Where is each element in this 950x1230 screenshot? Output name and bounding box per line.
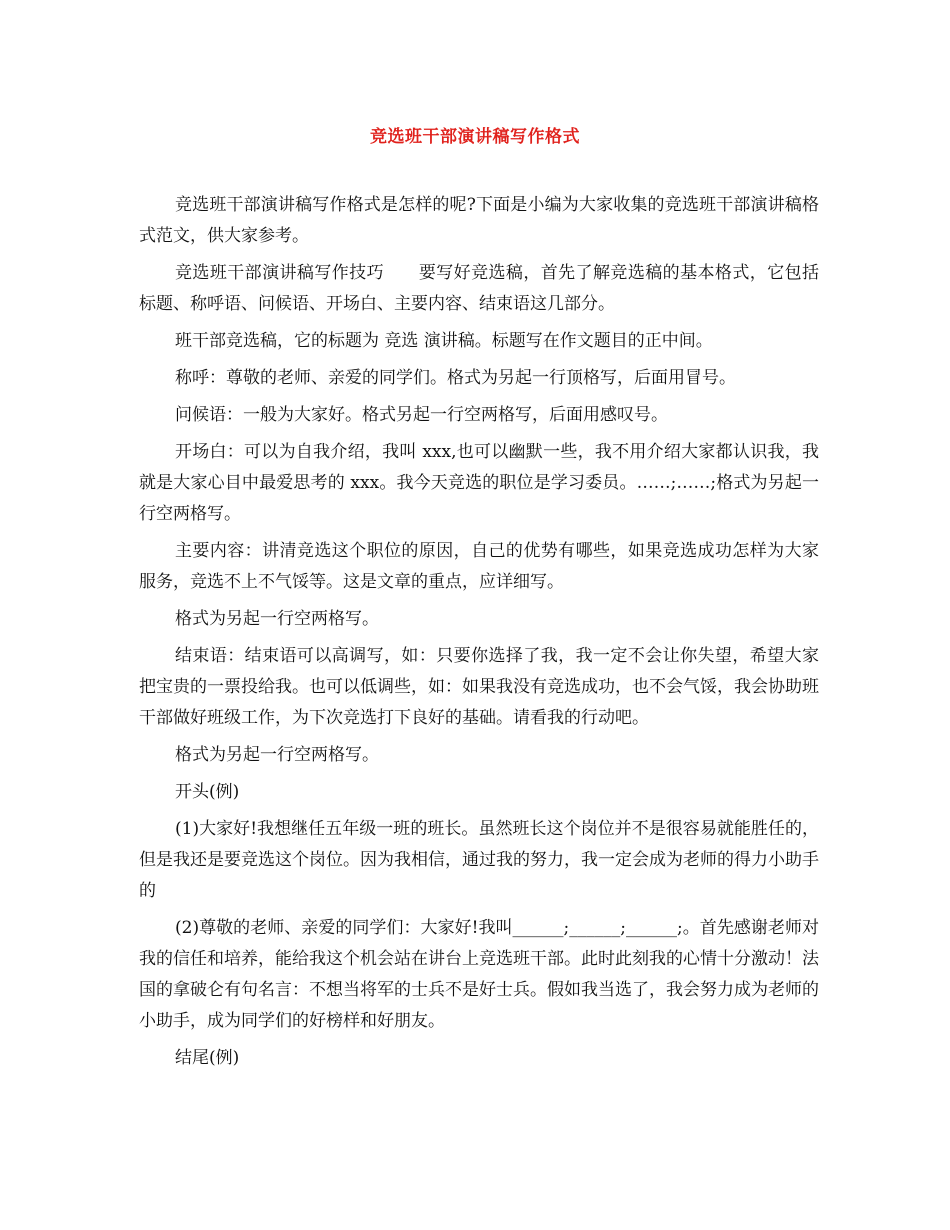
paragraph-intro: 竞选班干部演讲稿写作格式是怎样的呢?下面是小编为大家收集的竞选班干部演讲稿格式范文，供大家参考。 xyxy=(139,195,819,246)
paragraph-greeting: 问候语：一般为大家好。格式另起一行空两格写，后面用感叹号。 xyxy=(175,405,668,425)
paragraph-salutation: 称呼：尊敬的老师、亲爱的同学们。格式为另起一行顶格写，后面用冒号。 xyxy=(175,368,736,388)
paragraph-example-2: (2)尊敬的老师、亲爱的同学们：大家好!我叫______;______;______;。首先感谢老师对我的信任和培养，能给我这个机会站在讲台上竞选班干部。此时此刻我的心情十分激动！法国的拿破仑有句名言：不想当将军的士兵不是好士兵。假如我当选了，我会努力成为老师的小助手，成为同学们的好榜样和好朋友。 xyxy=(139,918,819,1031)
paragraph-format-note-2: 格式为另起一行空两格写。 xyxy=(175,745,379,765)
paragraph-ending-example-heading: 结尾(例) xyxy=(175,1048,240,1068)
paragraph-opening: 开场白：可以为自我介绍，我叫 xxx,也可以幽默一些，我不用介绍大家都认识我，我就是大家心目中最爱思考的 xxx。我今天竞选的职位是学习委员。……;……;格式为另起一行空两格写。 xyxy=(139,442,819,524)
paragraph-example-1: (1)大家好!我想继任五年级一班的班长。虽然班长这个岗位并不是很容易就能胜任的，但是我还是要竞选这个岗位。因为我相信，通过我的努力，我一定会成为老师的得力小助手的 xyxy=(139,819,819,901)
document-body xyxy=(139,190,819,1080)
paragraph-writing-tips: 竞选班干部演讲稿写作技巧 要写好竞选稿，首先了解竞选稿的基本格式，它包括标题、称呼语、问候语、开场白、主要内容、结束语这几部分。 xyxy=(139,263,819,314)
paragraph-opening-example-heading: 开头(例) xyxy=(175,782,240,802)
paragraph-format-note-1: 格式为另起一行空两格写。 xyxy=(175,609,379,629)
paragraph-closing: 结束语：结束语可以高调写，如：只要你选择了我，我一定不会让你失望，希望大家把宝贵的一票投给我。也可以低调些，如：如果我没有竞选成功，也不会气馁，我会协助班干部做好班级工作，为下次竞选打下良好的基础。请看我的行动吧。 xyxy=(139,646,819,728)
document-title: 竞选班干部演讲稿写作格式 xyxy=(370,127,580,147)
paragraph-main-content: 主要内容：讲清竞选这个职位的原因，自己的优势有哪些，如果竞选成功怎样为大家服务，竞选不上不气馁等。这是文章的重点，应详细写。 xyxy=(139,541,819,592)
paragraph-title-format: 班干部竞选稿，它的标题为 竞选 演讲稿。标题写在作文题目的正中间。 xyxy=(175,331,713,351)
